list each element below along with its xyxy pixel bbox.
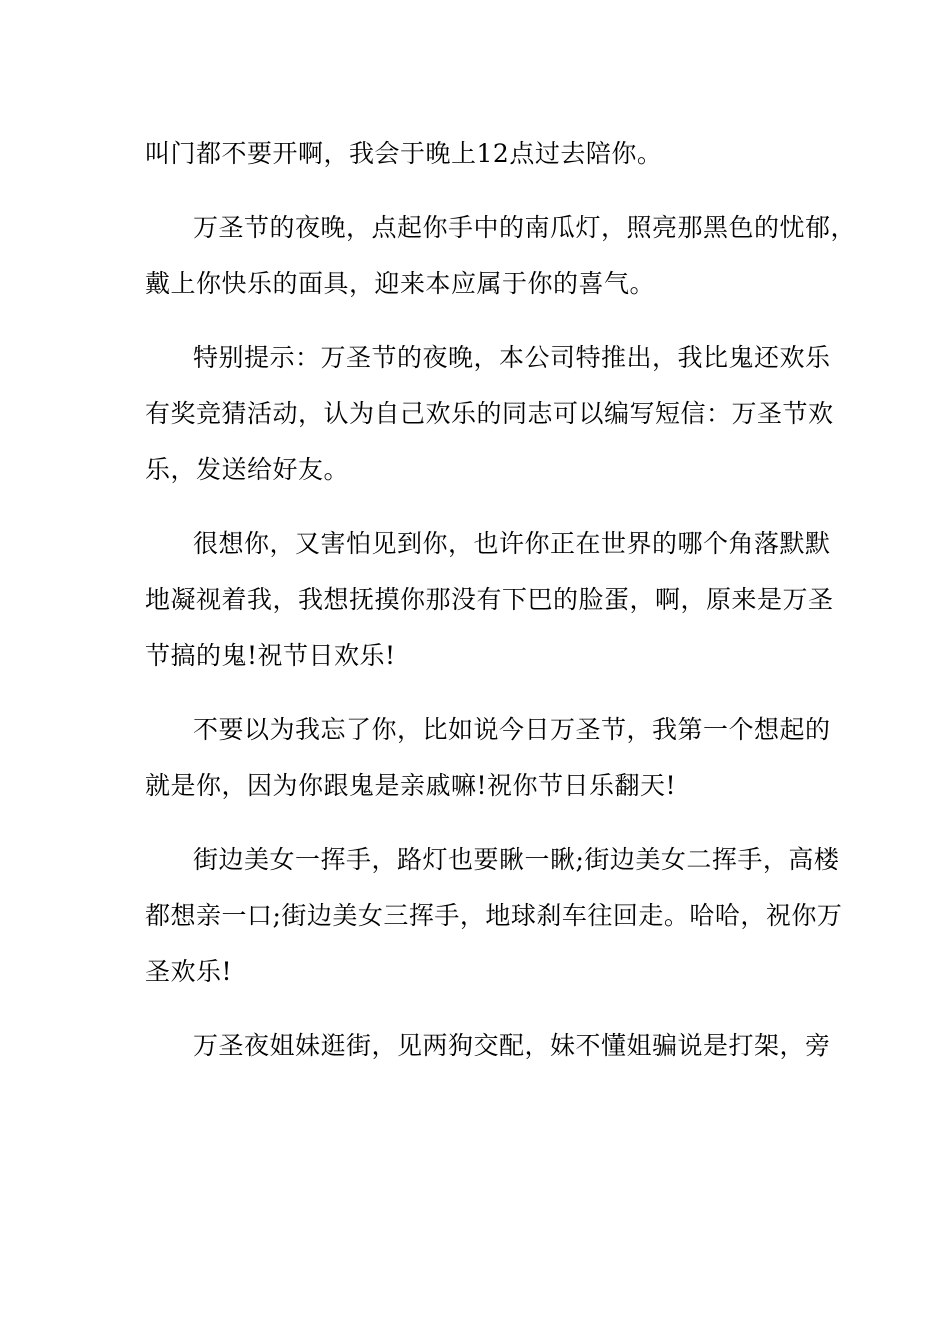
text-line: 节搞的鬼!祝节日欢乐!: [145, 641, 396, 670]
text-line: 不要以为我忘了你，比如说今日万圣节，我第一个想起的: [193, 715, 831, 744]
text-line: 很想你，又害怕见到你，也许你正在世界的哪个角落默默: [193, 529, 831, 558]
text-line: 万圣夜姐妹逛街，见两狗交配，妹不懂姐骗说是打架，旁: [193, 1031, 831, 1060]
text-line: 特别提示：万圣节的夜晚，本公司特推出，我比鬼还欢乐: [193, 343, 831, 372]
text-line: 地凝视着我，我想抚摸你那没有下巴的脸蛋，啊，原来是万圣: [145, 585, 834, 614]
text-line: 街边美女一挥手，路灯也要瞅一瞅;街边美女二挥手，高楼: [193, 845, 840, 874]
text-line: 都想亲一口;街边美女三挥手，地球刹车往回走。哈哈，祝你万: [145, 901, 843, 930]
text-line: 就是你，因为你跟鬼是亲戚嘛!祝你节日乐翻天!: [145, 771, 677, 800]
text-line: 乐，发送给好友。: [145, 455, 350, 484]
text-line: 戴上你快乐的面具，迎来本应属于你的喜气。: [145, 269, 656, 298]
document-body: [145, 126, 857, 1074]
text-line: 叫门都不要开啊，我会于晚上12点过去陪你。: [145, 139, 663, 168]
text-line: 万圣节的夜晚，点起你手中的南瓜灯，照亮那黑色的忧郁，: [193, 213, 857, 242]
text-line: 圣欢乐!: [145, 957, 233, 986]
text-line: 有奖竞猜活动，认为自己欢乐的同志可以编写短信：万圣节欢: [145, 399, 834, 428]
